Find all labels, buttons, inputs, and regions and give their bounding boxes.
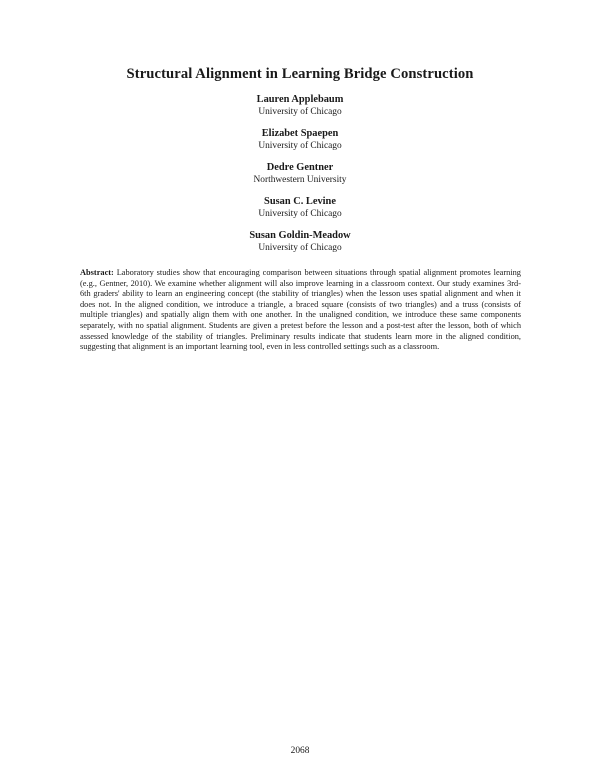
abstract-label: Abstract: xyxy=(80,268,114,277)
author-list xyxy=(0,94,600,264)
author-affiliation: Northwestern University xyxy=(253,175,347,185)
author-block xyxy=(0,128,600,162)
page-number: 2068 xyxy=(290,746,310,756)
author-affiliation: University of Chicago xyxy=(258,209,342,219)
author-name: Susan Goldin-Meadow xyxy=(249,230,351,241)
abstract xyxy=(80,268,521,353)
abstract-text: Laboratory studies show that encouraging comparison between situations through spatial alignment promotes learning (e.g., Gentner, 2010). We examine whether alignment will also improve learning in a classroom context. Our study examines 3rd-6th graders' ability to learn an engineering concept (the stability of triangles) when the lesson uses spatial alignment and when it does not. In the aligned condition, we introduce a triangle, a braced square (consists of two triangles) and a truss (consists of multiple triangles) and spatially align them with one another. In the unaligned condition, we introduce these same components separately, with no spatial alignment. Students are given a pretest before the lesson and a post-test after the lesson, both of which assessed knowledge of the stability of triangles. Preliminary results indicate that students learn more in the aligned condition, suggesting that alignment is an important learning tool, even in less controlled settings such as a classroom. xyxy=(80,268,521,352)
author-affiliation: University of Chicago xyxy=(258,141,342,151)
author-block xyxy=(0,230,600,264)
author-name: Susan C. Levine xyxy=(264,196,336,207)
paper-title: Structural Alignment in Learning Bridge Construction xyxy=(126,66,474,82)
author-affiliation: University of Chicago xyxy=(258,107,342,117)
author-name: Elizabet Spaepen xyxy=(261,128,339,139)
author-affiliation: University of Chicago xyxy=(258,243,342,253)
author-name: Dedre Gentner xyxy=(266,162,334,173)
author-name: Lauren Applebaum xyxy=(256,94,344,105)
author-block xyxy=(0,162,600,196)
author-block xyxy=(0,94,600,128)
author-block xyxy=(0,196,600,230)
